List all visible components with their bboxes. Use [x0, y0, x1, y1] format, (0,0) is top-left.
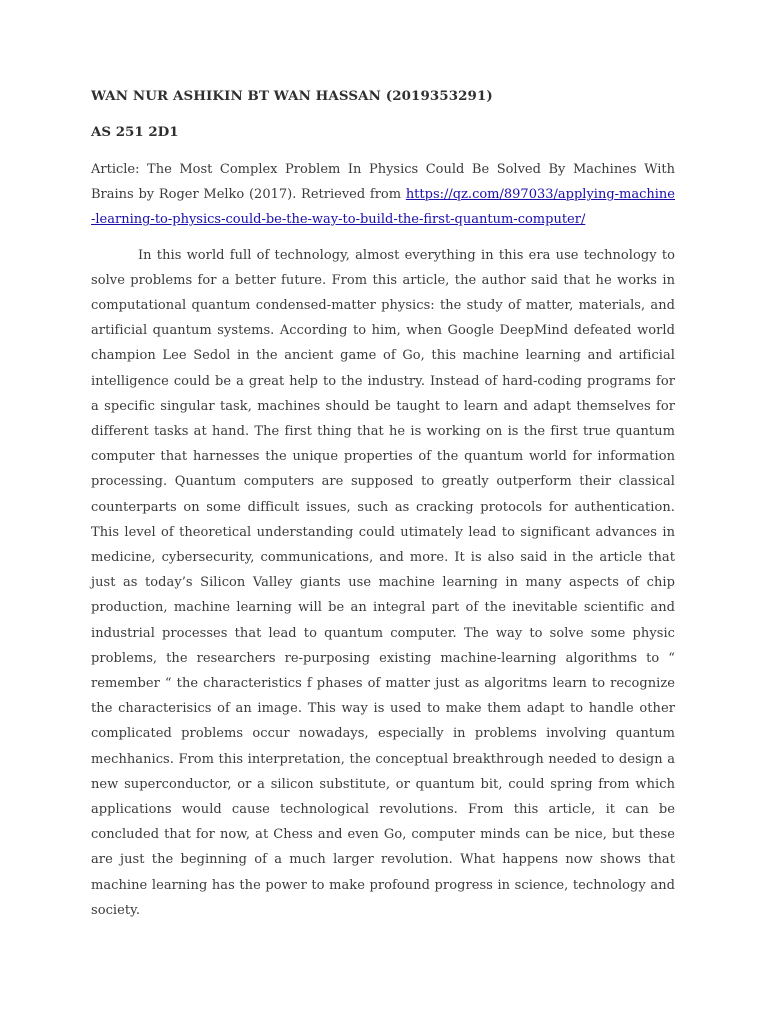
body-paragraph: In this world full of technology, almost everything in this era use technology to solve problems for a better future. From this article, the author said that he works in computational quantum condensed-matter physics: the study of matter, materials, and artificial quantum systems. According to him, when Google DeepMind defeated world champion Lee Sedol in the ancient game of Go, this machine learning and artificial intelligence could be a great help to the industry. Instead of hard-coding programs for a specific singular task, machines should be taught to learn and adapt themselves for different tasks at hand. The first thing that he is working on is the first true quantum computer that harnesses the unique properties of the quantum world for information processing. Quantum computers are supposed to greatly outperform their classical counterparts on some difficult issues, such as cracking protocols for authentication. This level of theoretical understanding could utimately lead to significant advances in medicine, cybersecurity, communications, and more. It is also said in the article that just as today’s Silicon Valley giants use machine learning in many aspects of chip production, machine learning will be an integral part of the inevitable scientific and industrial processes that lead to quantum computer. The way to solve some physic problems, the researchers re-purposing existing machine-learning algorithms to “ remember “ the characteristics f phases of matter just as algoritms learn to recognize the characterisics of an image. This way is used to make them adapt to handle other complicated problems occur nowadays, especially in problems involving quantum mechhanics. From this interpretation, the conceptual breakthrough needed to design a new superconductor, or a silicon substitute, or quantum bit, could spring from which applications would cause technological revolutions. From this article, it can be concluded that for now, at Chess and even Go, computer minds can be nice, but these are just the beginning of a much larger revolution. What happens now shows that machine learning has the power to make profound progress in science, technology and society.: [91, 247, 675, 918]
article-citation: [91, 157, 675, 233]
citation-text: Article: The Most Complex Problem In Physics Could Be Solved By Machines With Brains by Roger Melko (2017). Retrieved from: [91, 162, 675, 203]
course-code-heading: AS 251 2D1: [91, 124, 179, 140]
citation-link[interactable]: https://qz.com/897033/applying-machine-learning-to-physics-could-be-the-way-to-build-the-first-quantum-computer/: [91, 187, 675, 228]
author-heading: WAN NUR ASHIKIN BT WAN HASSAN (2019353291): [91, 88, 493, 104]
document-content: [91, 86, 675, 923]
